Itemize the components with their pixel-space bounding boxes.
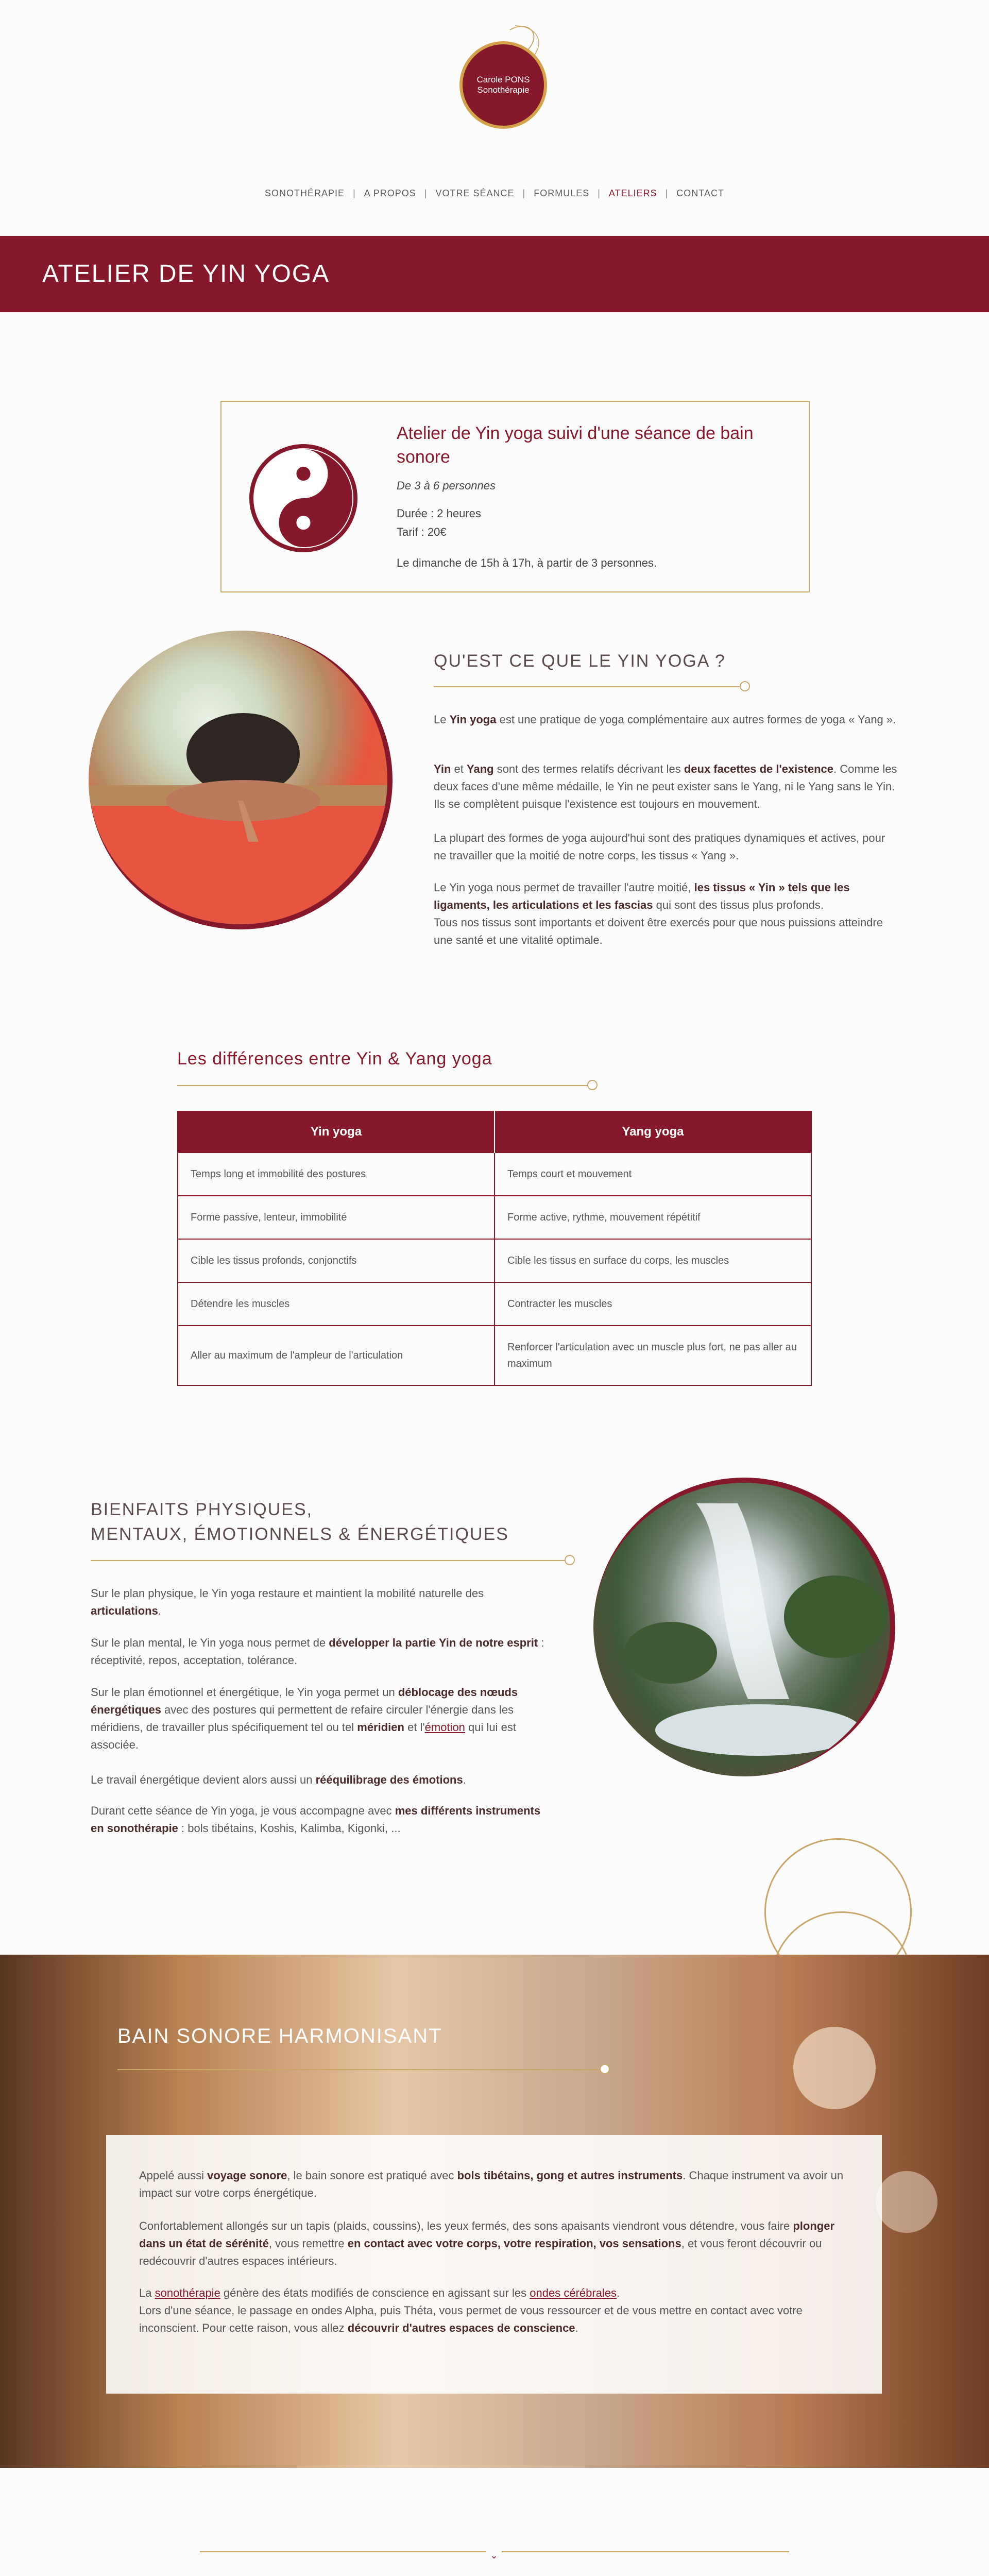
table-cell: Contracter les muscles [494, 1282, 811, 1326]
text-bold: déblocage des nœuds énergétiques [91, 1686, 518, 1716]
text: Le travail énergétique devient alors aussi un [91, 1773, 316, 1786]
text: , le bain sonore est pratiqué avec [287, 2169, 457, 2182]
text: . Chaque instrument va avoir un impact sur votre corps énergétique. [139, 2169, 844, 2199]
text-bold: mes différents instruments en sonothérapie [91, 1804, 541, 1835]
table-header-yin: Yin yoga [178, 1111, 494, 1153]
benefits-heading-line1: BIENFAITS PHYSIQUES, [91, 1500, 313, 1519]
text: et l' [404, 1721, 425, 1734]
sound-bath-card [106, 2135, 882, 2394]
yoga-person-illustration [89, 631, 393, 929]
nav-ateliers[interactable]: ATELIERS [608, 188, 657, 198]
table-row [178, 1153, 811, 1196]
text-bold: voyage sonore [207, 2169, 287, 2182]
table-cell: Renforcer l'articulation avec un muscle plus fort, ne pas aller au maximum [494, 1326, 811, 1385]
yin-paragraph-2 [434, 760, 897, 813]
text: . [158, 1604, 161, 1617]
text: La [139, 2286, 155, 2299]
sound-bath-paragraph-2 [139, 2217, 850, 2270]
chevron-down-icon: ⌄ [486, 2550, 502, 2561]
table-cell: Aller au maximum de l'ampleur de l'articulation [178, 1326, 494, 1385]
nav-a-propos[interactable]: A PROPOS [364, 188, 416, 198]
table-cell: Temps court et mouvement [494, 1153, 811, 1196]
benefits-heading-line2: MENTAUX, ÉMOTIONNELS & ÉNERGÉTIQUES [91, 1524, 509, 1544]
text: : réceptivité, repos, acceptation, tolérance. [91, 1636, 544, 1667]
workshop-schedule: Le dimanche de 15h à 17h, à partir de 3 personnes. [397, 556, 657, 569]
workshop-duration: Durée : 2 heures [397, 507, 481, 520]
nav-formules[interactable]: FORMULES [534, 188, 590, 198]
text: Sur le plan physique, le Yin yoga restaure et maintient la mobilité naturelle des [91, 1587, 484, 1600]
text: : bols tibétains, Koshis, Kalimba, Kigonki, ... [178, 1822, 401, 1835]
text-bold: plonger dans un état de sérénité [139, 2219, 835, 2250]
table-cell: Cible les tissus profonds, conjonctifs [178, 1239, 494, 1282]
benefits-heading [91, 1497, 509, 1547]
text: Sur le plan émotionnel et énergétique, le Yin yoga permet un [91, 1686, 398, 1699]
main-nav [0, 188, 989, 199]
benefits-paragraph-energy [91, 1771, 554, 1789]
text-bold: Yang [467, 762, 494, 775]
text: , et vous feront découvrir ou redécouvrir d'autres espaces intérieurs. [139, 2237, 822, 2267]
nav-sonotherapie[interactable]: SONOTHÉRAPIE [265, 188, 345, 198]
nav-separator: | [522, 188, 526, 198]
waterfall-illustration [593, 1483, 895, 1776]
text: génère des états modifiés de conscience en agissant sur les [220, 2286, 530, 2299]
table-cell: Forme passive, lenteur, immobilité [178, 1196, 494, 1239]
yin-yang-icon [249, 444, 357, 552]
sound-bath-section [0, 1955, 989, 2468]
waterfall-photo [593, 1478, 895, 1776]
text-bold: en contact avec votre corps, votre respiration, vos sensations [347, 2237, 681, 2250]
page-banner [0, 236, 989, 312]
nav-separator: | [665, 188, 669, 198]
site-logo[interactable] [453, 21, 551, 124]
text: Confortablement allongés sur un tapis (plaids, coussins), les yeux fermés, des sons apaisants viendront vous détendre, vous faire [139, 2219, 793, 2232]
text: Le Yin yoga nous permet de travailler l'autre moitié, [434, 881, 694, 894]
table-cell: Détendre les muscles [178, 1282, 494, 1326]
differences-heading: Les différences entre Yin & Yang yoga [177, 1049, 492, 1069]
table-cell: Cible les tissus en surface du corps, les muscles [494, 1239, 811, 1282]
divider-line [117, 2069, 606, 2070]
workshop-title: Atelier de Yin yoga suivi d'une séance de bain sonore [397, 423, 754, 467]
yin-paragraph-4 [434, 879, 897, 949]
brand-tagline: Sonothérapie [477, 85, 530, 95]
table-row [178, 1196, 811, 1239]
text-bold: Yin [434, 762, 451, 775]
text: Sur le plan mental, le Yin yoga nous permet de [91, 1636, 329, 1649]
ondes-cerebrales-link[interactable]: ondes cérébrales [530, 2286, 617, 2299]
table-row [178, 1326, 811, 1385]
sound-bath-heading: BAIN SONORE HARMONISANT [117, 2025, 442, 2047]
nav-votre-seance[interactable]: VOTRE SÉANCE [435, 188, 515, 198]
text: et [451, 762, 467, 775]
sound-bath-paragraph-3 [139, 2284, 850, 2337]
workshop-price: Tarif : 20€ [397, 526, 447, 538]
text: Le [434, 713, 450, 726]
workshop-info-box [220, 401, 810, 592]
table-row [178, 1282, 811, 1326]
benefits-paragraph-physical [91, 1585, 554, 1620]
page-title: ATELIER DE YIN YOGA [42, 260, 330, 287]
text-bold: articulations [91, 1604, 158, 1617]
table-row [178, 1239, 811, 1282]
table-cell: Forme active, rythme, mouvement répétitif [494, 1196, 811, 1239]
text: . [617, 2286, 620, 2299]
sonotherapie-link[interactable]: sonothérapie [155, 2286, 220, 2299]
divider-line [177, 1085, 594, 1086]
benefits-paragraph-instruments [91, 1802, 554, 1837]
text: Tous nos tissus sont importants et doivent être exercés pour que nous puissions atteindre une santé et une vitalité optimale. [434, 916, 883, 946]
text-bold: deux facettes de l'existence [684, 762, 833, 775]
logo-badge [459, 41, 547, 129]
text: sont des termes relatifs décrivant les [493, 762, 684, 775]
bokeh-light [876, 2171, 937, 2233]
benefits-paragraph-mental [91, 1634, 554, 1669]
text: Durant cette séance de Yin yoga, je vous accompagne avec [91, 1804, 395, 1817]
table-cell: Temps long et immobilité des postures [178, 1153, 494, 1196]
nav-separator: | [353, 188, 356, 198]
text: Appelé aussi [139, 2169, 208, 2182]
nav-separator: | [598, 188, 601, 198]
text-bold: découvrir d'autres espaces de conscience [347, 2321, 575, 2334]
text: Lors d'une séance, le passage en ondes Alpha, puis Théta, vous permet de vous ressourcer et de vous mettre en contact avec votre inconscient. Pour cette raison, vous allez [139, 2304, 803, 2334]
text: avec des postures qui permettent de refaire circuler l'énergie dans les méridiens, de travailler plus spécifiquement tel ou tel [91, 1703, 514, 1734]
text: qui sont des tissus plus profonds. [653, 899, 824, 911]
text: . [463, 1773, 466, 1786]
text-bold: les tissus « Yin » tels que les ligaments, les articulations et les fascias [434, 881, 850, 911]
bokeh-light [793, 2027, 876, 2109]
emotion-link[interactable]: émotion [424, 1721, 465, 1734]
yoga-pose-photo [89, 631, 393, 929]
divider-dot-icon [600, 2064, 610, 2074]
text: . [575, 2321, 578, 2334]
yin-yang-comparison-table [177, 1111, 812, 1386]
table-header-yang: Yang yoga [494, 1111, 811, 1153]
text-bold: Yin yoga [449, 713, 497, 726]
text: est une pratique de yoga complémentaire aux autres formes de yoga « Yang ». [496, 713, 896, 726]
benefits-paragraph-emotional [91, 1684, 554, 1754]
text-bold: méridien [357, 1721, 404, 1734]
workshop-group-size: De 3 à 6 personnes [397, 479, 496, 492]
yin-paragraph-1 [434, 711, 897, 728]
divider-dot-icon [740, 681, 750, 691]
text: , vous remettre [268, 2237, 348, 2250]
text-bold: bols tibétains, gong et autres instruments [457, 2169, 683, 2182]
divider-dot-icon [565, 1555, 575, 1565]
text-bold: rééquilibrage des émotions [315, 1773, 463, 1786]
section-heading-yin-yoga: QU'EST CE QUE LE YIN YOGA ? [434, 651, 726, 671]
yin-paragraph-3: La plupart des formes de yoga aujourd'hui sont des pratiques dynamiques et actives, pour ne travailler que la moitié de notre corps, les tissus « Yang ». [434, 832, 885, 862]
divider-dot-icon [587, 1080, 598, 1090]
sound-bath-paragraph-1 [139, 2167, 850, 2202]
text-bold: développer la partie Yin de notre esprit [329, 1636, 538, 1649]
text: . Comme les deux faces d'une même médaille, le Yin ne peut exister sans le Yang, ni le Yang sans le Yin. Ils se complètent puisque l'existence est toujours en mouvement. [434, 762, 897, 810]
nav-contact[interactable]: CONTACT [676, 188, 724, 198]
divider-line [434, 686, 745, 687]
brand-name: Carole PONS [476, 75, 530, 84]
nav-separator: | [424, 188, 428, 198]
divider-line [91, 1560, 572, 1561]
text: qui lui est associée. [91, 1721, 516, 1751]
